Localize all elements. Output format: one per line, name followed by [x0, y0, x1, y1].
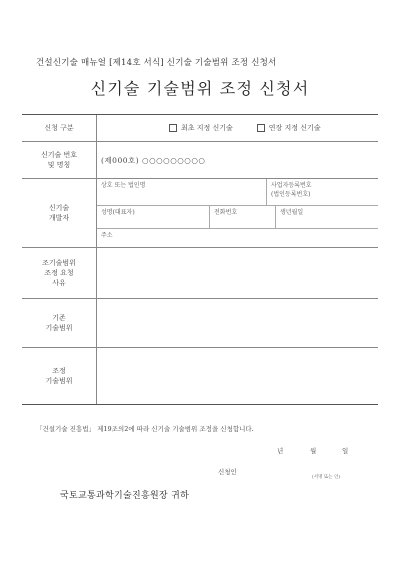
extension-designation-label: 연장 지정 신기술: [268, 124, 321, 132]
declaration-text: 「건설기술 진흥법」 제19조의2에 따라 신기술 기술범위 조정을 신청합니다.: [36, 425, 254, 433]
existing-scope-field[interactable]: [97, 299, 378, 347]
business-reg-number-field[interactable]: 사업자등록번호 (법인등록번호): [271, 182, 312, 198]
extension-designation-checkbox[interactable]: [257, 124, 265, 132]
representative-name-field[interactable]: 성명(대표자): [97, 206, 210, 228]
adjusted-scope-row: [22, 348, 378, 404]
adjusted-scope-field[interactable]: [97, 348, 378, 404]
existing-scope-label-text: 기존 기술범위: [45, 314, 73, 332]
application-form: [22, 114, 378, 405]
company-name-field[interactable]: 상호 또는 법인명: [97, 179, 267, 205]
adjustment-reason-label-text: 조기술범위 조정 요청 사유: [42, 259, 76, 287]
tech-number-value[interactable]: (제000호) ○○○○○○○○○: [101, 155, 206, 165]
existing-scope-row: [22, 299, 378, 348]
tech-number-label: [22, 142, 97, 178]
birth-date-field[interactable]: 생년월일: [280, 209, 304, 216]
developer-label: [22, 179, 97, 247]
first-designation-checkbox[interactable]: [169, 124, 177, 132]
date-year: 년: [277, 447, 284, 455]
first-designation-option[interactable]: [169, 123, 233, 133]
date-day: 일: [342, 447, 349, 455]
adjustment-reason-field[interactable]: [97, 248, 378, 298]
phone-field[interactable]: 전화번호: [210, 206, 276, 228]
address-field[interactable]: 주소: [101, 232, 113, 239]
date-month: 월: [310, 447, 317, 455]
application-type-label: 신청 구분: [22, 115, 97, 141]
first-designation-label: 최초 지정 신기술: [181, 124, 233, 132]
developer-row: [22, 179, 378, 248]
addressee: 국토교통과학기술진흥원장 귀하: [60, 491, 190, 501]
existing-scope-label: [22, 299, 97, 347]
signature-hint[interactable]: (서명 또는 인): [312, 475, 341, 480]
extension-designation-option[interactable]: [257, 123, 321, 133]
adjusted-scope-label-text: 조정 기술범위: [45, 367, 73, 385]
developer-label-text: 신기술 개발자: [48, 204, 70, 222]
adjusted-scope-label: [22, 348, 97, 404]
application-type-row: [22, 115, 378, 142]
adjustment-reason-label: [22, 248, 97, 298]
adjustment-reason-row: [22, 248, 378, 299]
form-header-info: 건설신기술 매뉴얼 [제14호 서식] 신기술 기술범위 조정 신청서: [36, 58, 277, 68]
tech-number-row: [22, 142, 378, 179]
applicant-label: 신청인: [218, 468, 237, 476]
page-title: 신기술 기술범위 조정 신청서: [90, 79, 310, 98]
tech-number-label-text: 신기술 번호 및 명칭: [40, 151, 78, 169]
